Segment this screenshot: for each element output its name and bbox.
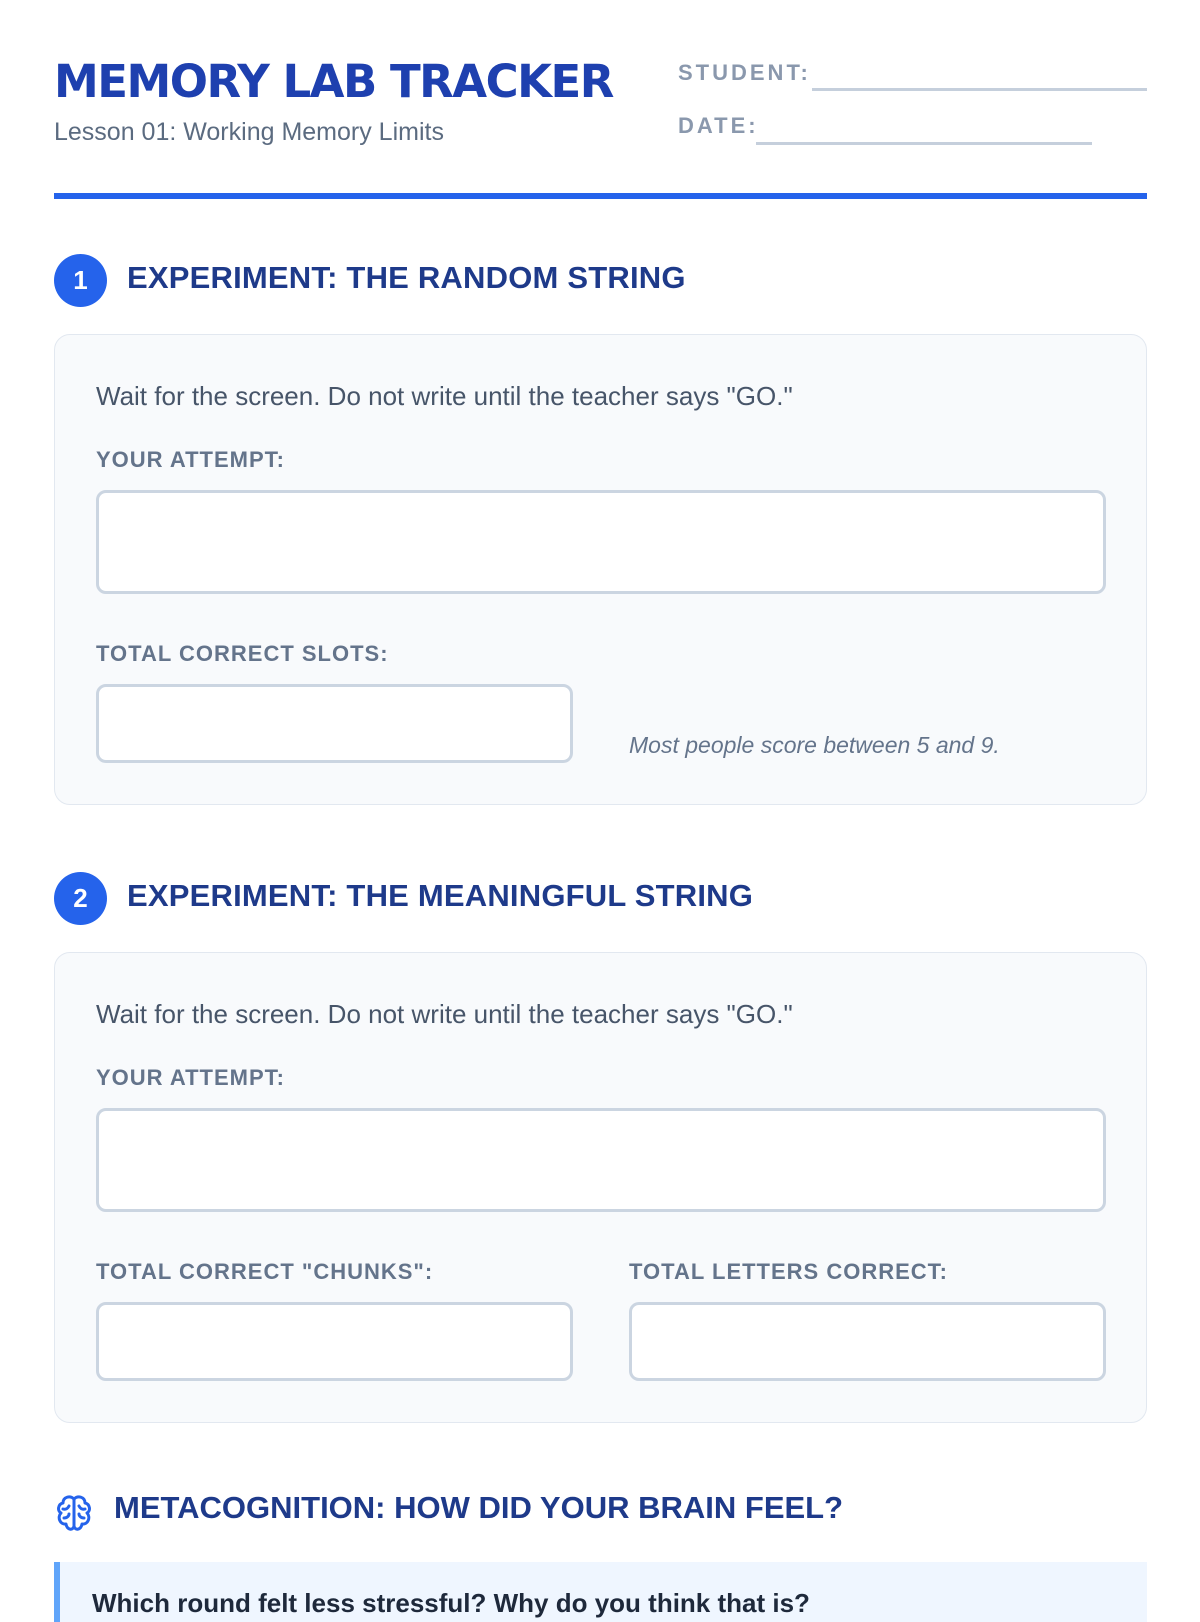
header-divider	[54, 193, 1147, 199]
section-title: EXPERIMENT: THE MEANINGFUL STRING	[127, 878, 754, 913]
section-2-card	[54, 952, 1147, 1423]
attempt-input[interactable]	[96, 1108, 1106, 1212]
slots-label: TOTAL CORRECT SLOTS:	[96, 641, 389, 666]
metacognition-title: METACOGNITION: HOW DID YOUR BRAIN FEEL?	[114, 1490, 844, 1525]
reflection-callout	[54, 1562, 1147, 1622]
date-label: DATE:	[678, 113, 759, 138]
chunks-label: TOTAL CORRECT "CHUNKS":	[96, 1259, 434, 1284]
score-hint-note: Most people score between 5 and 9.	[629, 732, 1000, 758]
student-name-line[interactable]	[812, 88, 1147, 91]
section-number-badge: 2	[54, 872, 107, 925]
section-1-card	[54, 334, 1147, 805]
instruction-text: Wait for the screen. Do not write until the teacher says "GO."	[96, 381, 793, 411]
reflection-question: Which round felt less stressful? Why do you think that is?	[92, 1588, 810, 1618]
letters-label: TOTAL LETTERS CORRECT:	[629, 1259, 948, 1284]
section-2-heading	[54, 872, 1147, 926]
lesson-subtitle: Lesson 01: Working Memory Limits	[54, 118, 444, 146]
attempt-input[interactable]	[96, 490, 1106, 594]
date-line[interactable]	[756, 142, 1092, 145]
student-label: STUDENT:	[678, 60, 811, 85]
slots-input[interactable]	[96, 684, 573, 763]
letters-input[interactable]	[629, 1302, 1106, 1381]
attempt-label: YOUR ATTEMPT:	[96, 1065, 285, 1090]
instruction-text: Wait for the screen. Do not write until the teacher says "GO."	[96, 999, 793, 1029]
section-title: EXPERIMENT: THE RANDOM STRING	[127, 260, 686, 295]
attempt-label: YOUR ATTEMPT:	[96, 447, 285, 472]
section-number-badge: 1	[54, 254, 107, 307]
chunks-input[interactable]	[96, 1302, 573, 1381]
brain-icon	[54, 1493, 94, 1533]
page-title: MEMORY LAB TRACKER	[54, 55, 613, 108]
section-1-heading	[54, 254, 1147, 308]
